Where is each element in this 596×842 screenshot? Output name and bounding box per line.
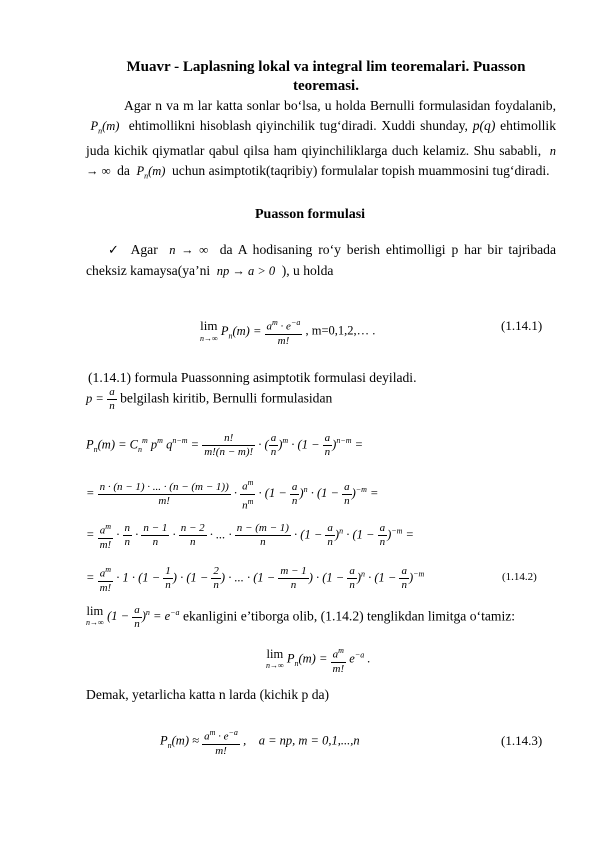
notation-line: p = $\frac{a}{n}$ belgilash kiritib, Bernulli formulasidan [86,386,333,412]
page-title: Muavr - Laplasning lokal va integral lim teoremalari. Puasson teoremasi. [126,59,526,94]
intro-line-5: asimptotik(taqribiy) formulalar topish muammosini tug‘diradi. [208,163,550,178]
condition-line-1a: Agar [130,242,158,257]
pn-m-symbol: $P_n(m)$ [86,118,124,135]
section-heading: Puasson formulasi [255,207,366,222]
equation-number-2: (1.14.2) [502,571,537,583]
condition-paragraph [86,240,556,281]
n-to-infinity-symbol: n → ∞ [86,143,557,178]
equation-number-1: (1.14.1) [501,318,543,333]
equation-3-tail: a = np, m = 0,1,...,n [258,733,360,748]
checkmark-icon: ✓ [108,243,122,258]
equation-1-14-2-line-2: = $\frac{n \cdot (n - 1) \cdot ... \cdot (n - (m - 1))}{m!}$ · $\frac{a^m}{n^m}$ · (1 − $\frac{a}{n}$ )$^n$ · (1 − $\frac{a}{n}$ )$^{-m}$ = [86,478,379,512]
condition-line-2a: cheksiz kamaysa(ya’ni [86,262,211,278]
intro-line-4b: da [117,163,130,178]
after-eq1-text: (1.14.1) formula Puassonning asimptotik formulasi deyiladi. [88,370,417,385]
intro-paragraph [86,96,556,186]
intro-line-2a: foydalanib, [494,98,556,113]
equation-1-14-2-line-3: = $\frac{a^m}{m!}$ · $\frac{n}{n}$ · $\frac{n - 1}{n}$ · $\frac{n - 2}{n}$ · ... · $\frac{n - (m - 1)}{n}$ · (1 − $\frac{a}{n}$ )$^n$ · (1 − $\frac{a}{n}$ )$^{-m}$ = [86,522,414,551]
equation-1-14-3: $P_n(m)$ ≈ $\frac{a^m \cdot e^{-a}}{m!}$ , a = np, m = 0,1,...,n [160,728,360,757]
limit-text: ekanligini e’tiborga olib, (1.14.2) tenglikdan limitga o‘tamiz: [182,608,516,624]
intro-line-3a: shunday, [420,117,468,133]
notation-text: belgilash kiritib, Bernulli formulasidan [120,390,333,406]
limit-line: lim n→∞ (1 − $\frac{a}{n}$ )$^n = e^{-a}$ ekanligini e’tiborga olib, (1.14.2) tenglikdan limitga o‘tamiz: [86,604,516,630]
poisson-fraction: $\frac{a^m \cdot e^{-a}}{m!}$ [266,318,301,347]
equation-1-14-2-line-4: = $\frac{a^m}{m!}$ · 1 · (1 − $\frac{1}{n}$ ) · (1 − $\frac{2}{n}$ ) · ... · (1 − $\frac{m - 1}{n}$ ) · (1 − $\frac{a}{n}$ )$^n$ · (1 − $\frac{a}{n}$ )$^{-m}$ [86,565,425,594]
intro-line-3b: ehtimollik juda kichik qiymatlar qabul qilsa ham [86,117,556,158]
equation-number-3: (1.14.3) [501,733,543,748]
limit-result-equation: lim n→∞ $P_n(m)$ = $\frac{a^m}{m!}$ $e^{-a}$ . [266,646,371,675]
np-to-a-symbol: np → a > 0 [213,263,279,278]
intro-line-1: Agar n va m lar katta sonlar bo‘lsa, u holda Bernulli formulasidan [124,98,491,113]
intro-line-4c: uchun [171,163,206,178]
equation-1-14-2-line-1: $P_n(m) = C_n^m$ $p^m$ $q^{n-m}$ = $\frac{n!}{m!(n - m)!}$ · ( $\frac{a}{n}$ )$^m$ · (1 − $\frac{a}{n}$ )$^{n-m}$ = [86,432,364,458]
condition-line-1b: da A hodisaning ro‘y berish ehtimolligi p har bir tajribada [219,242,556,257]
equation-1-14-1: lim n→∞ $P_n(m)$ = $\frac{a^m \cdot e^{-a}}{m!}$ , m=0,1,2,… . [200,317,376,347]
n-to-infinity-symbol-3: n → ∞ [163,243,214,257]
intro-line-4a: qiyinchiliklarga duch kelamiz. Shu sababli, [301,142,542,158]
condition-line-2b: ), u holda [281,262,334,278]
pq-symbol: p(q) [472,117,496,133]
conclusion-text: Demak, yetarlicha katta n larda (kichik p da) [86,687,330,702]
intro-line-2b: ehtimollikni hisoblash qiyinchilik tug‘diradi. Xuddi [128,117,416,133]
equation-1-tail: , m=0,1,2,… . [305,323,376,338]
pn-m-symbol-2: $P_n(m)$ [133,164,169,181]
